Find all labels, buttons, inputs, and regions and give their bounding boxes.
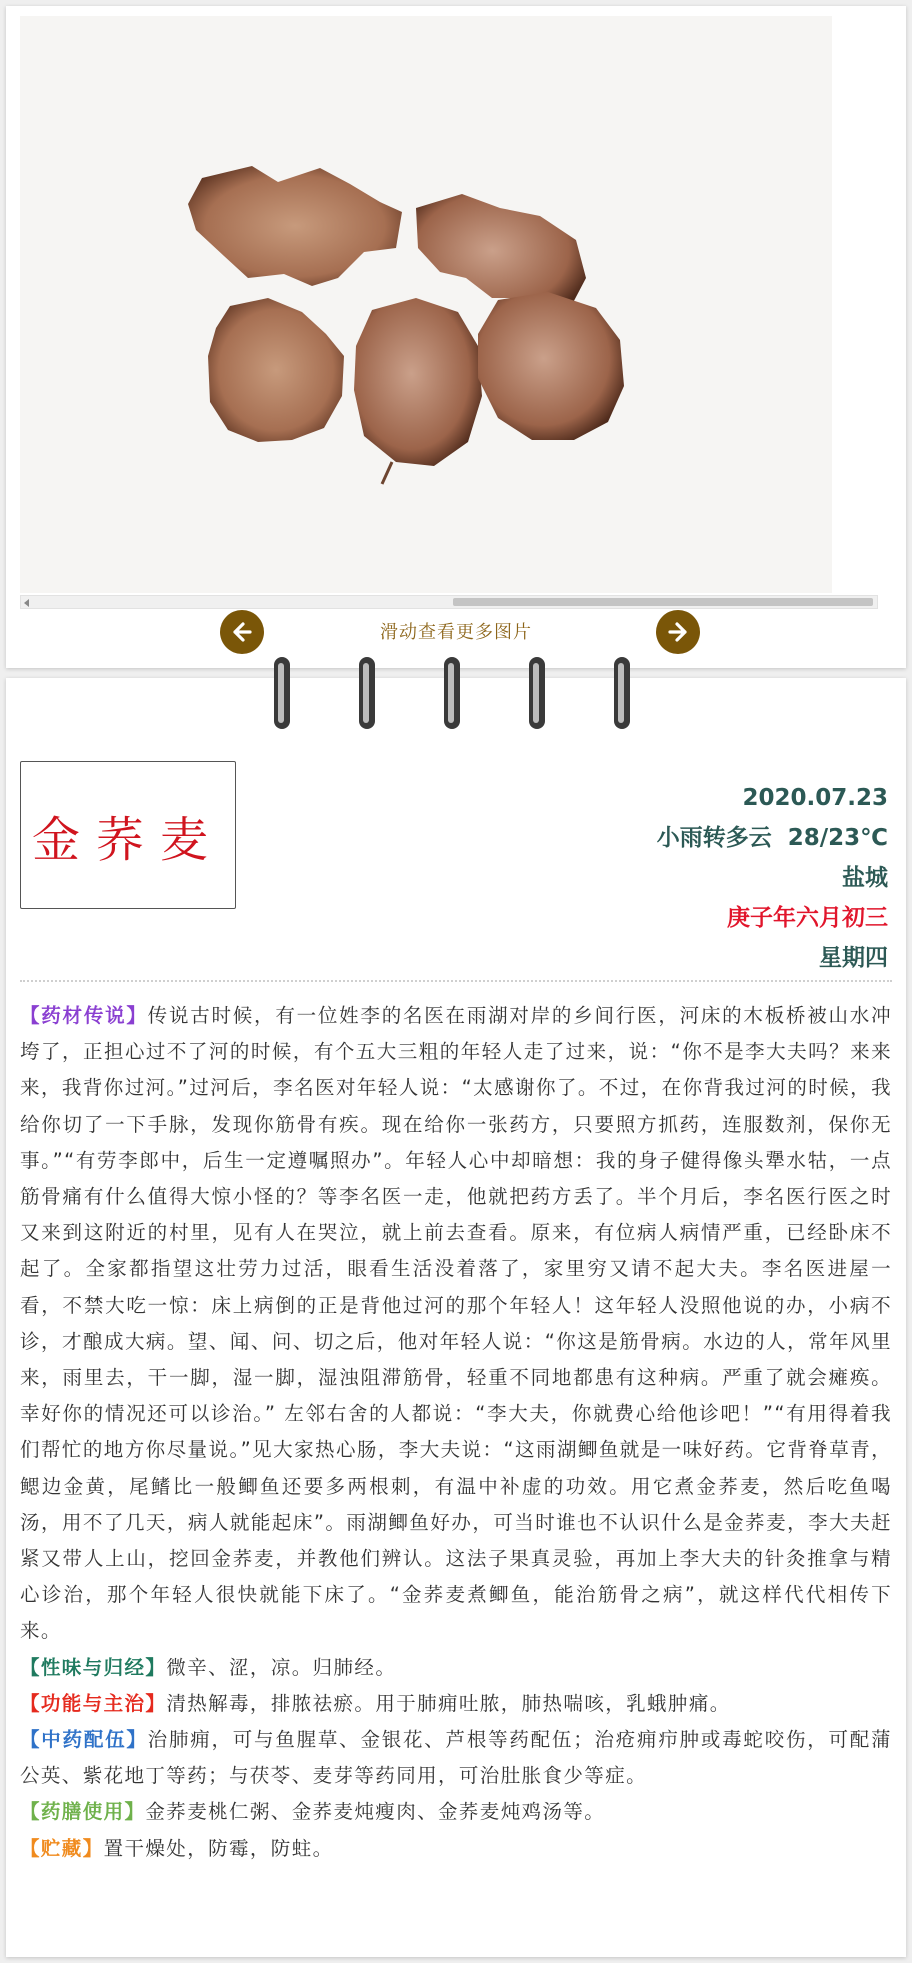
binder-ring-icon: [525, 655, 549, 731]
section-text: 治肺痈，可与鱼腥草、金银花、芦根等药配伍；治疮痈疖肿或毒蛇咬伤，可配蒲公英、紫花地丁等药；与茯苓、麦芽等药同用，可治肚胀食少等症。: [20, 1728, 892, 1788]
section-tag: 【功能与主治】: [20, 1691, 167, 1715]
section-text: 微辛、涩，凉。归肺经。: [166, 1655, 397, 1679]
section-tag: 【贮藏】: [20, 1836, 104, 1860]
section-function: [20, 1686, 892, 1722]
weekday-text: 星期四: [819, 945, 888, 971]
weather-text: 小雨转多云 28/23℃: [656, 825, 888, 851]
section-nature: [20, 1650, 892, 1686]
section-legend: [20, 998, 892, 1650]
image-gallery-card: [6, 6, 906, 668]
section-compatibility: [20, 1722, 892, 1794]
section-tag: 【性味与归经】: [20, 1655, 167, 1679]
scroll-left-arrow-icon[interactable]: [24, 599, 29, 607]
binder-ring-icon: [355, 655, 379, 731]
herb-name-seal: [20, 761, 236, 909]
seal-text: 金荞麦: [31, 811, 224, 868]
gallery-caption: 滑动查看更多图片: [380, 622, 532, 643]
binder-ring-icon: [270, 655, 294, 731]
arrow-left-icon: [230, 620, 254, 644]
binder-ring-icon: [440, 655, 464, 731]
scroll-thumb[interactable]: [453, 598, 873, 606]
section-storage: [20, 1831, 892, 1867]
date-weather-info: [657, 778, 888, 978]
section-text: 金荞麦桃仁粥、金荞麦炖瘦肉、金荞麦炖鸡汤等。: [145, 1800, 606, 1824]
section-text: 置干燥处，防霉，防蛀。: [103, 1836, 334, 1860]
binder-rings: [0, 655, 912, 735]
city-text: 盐城: [842, 865, 888, 891]
herb-slices-image: [20, 16, 832, 593]
lunar-date-text: 庚子年六月初三: [727, 905, 888, 931]
section-tag: 【药膳使用】: [20, 1800, 146, 1824]
section-recipes: [20, 1794, 892, 1830]
binder-ring-icon: [610, 655, 634, 731]
section-tag: 【药材传说】: [20, 1004, 148, 1027]
article-content: [20, 998, 892, 1867]
section-text: 清热解毒，排脓祛瘀。用于肺痈吐脓，肺热喘咳，乳蛾肿痛。: [166, 1691, 731, 1715]
section-tag: 【中药配伍】: [20, 1728, 148, 1752]
date-text: 2020.07.23: [742, 785, 888, 811]
next-image-button[interactable]: [656, 610, 700, 654]
dotted-divider: [20, 980, 892, 982]
article-card: [6, 678, 906, 1957]
herb-photo[interactable]: [20, 16, 832, 593]
horizontal-scrollbar[interactable]: [20, 595, 878, 609]
previous-image-button[interactable]: [220, 610, 264, 654]
arrow-right-icon: [666, 620, 690, 644]
section-text: 传说古时候，有一位姓李的名医在雨湖对岸的乡间行医，河床的木板桥被山水冲垮了，正担心过不了河的时候，有个五大三粗的年轻人走了过来，说：“你不是李大夫吗？来来来，我背你过河。”过河后，李名医对年轻人说：“太感谢你了。不过，在你背我过河的时候，我给你切了一下手脉，发现你筋骨有疾。现在给你一张药方，只要照方抓药，连服数剂，保你无事。”“有劳李郎中，后生一定遵嘱照办”。年轻人心中却暗想：我的身子健得像头犟水牯，一点筋骨痛有什么值得大惊小怪的？等李名医一走，他就把药方丢了。半个月后，李名医行医之时又来到这附近的村里，见有人在哭泣，就上前去查看。原来，有位病人病情严重，已经卧床不起了。全家都指望这壮劳力过活，眼看生活没着落了，家里穷又请不起大夫。李名医进屋一看，不禁大吃一惊：床上病倒的正是背他过河的那个年轻人！这年轻人没照他说的办，小病不诊，才酿成大病。望、闻、问、切之后，他对年轻人说：“你这是筋骨病。水边的人，常年风里来，雨里去，干一脚，湿一脚，湿浊阻滞筋骨，轻重不同地都患有这种病。严重了就会瘫痪。幸好你的情况还可以诊治。” 左邻右舍的人都说：“李大夫，你就费心给他诊吧！”“有用得着我们帮忙的地方你尽量说。”见大家热心肠，李大夫说：“这雨湖鲫鱼就是一味好药。它背脊草青，鳃边金黄，尾鳍比一般鲫鱼还要多两根刺，有温中补虚的功效。用它煮金荞麦，然后吃鱼喝汤，用不了几天，病人就能起床”。雨湖鲫鱼好办，可当时谁也不认识什么是金荞麦，李大夫赶紧又带人上山，挖回金荞麦，并教他们辨认。这法子果真灵验，再加上李大夫的针灸推拿与精心诊治，那个年轻人很快就能下床了。“金荞麦煮鲫鱼，能治筋骨之病”，就这样代代相传下来。: [20, 1004, 892, 1643]
